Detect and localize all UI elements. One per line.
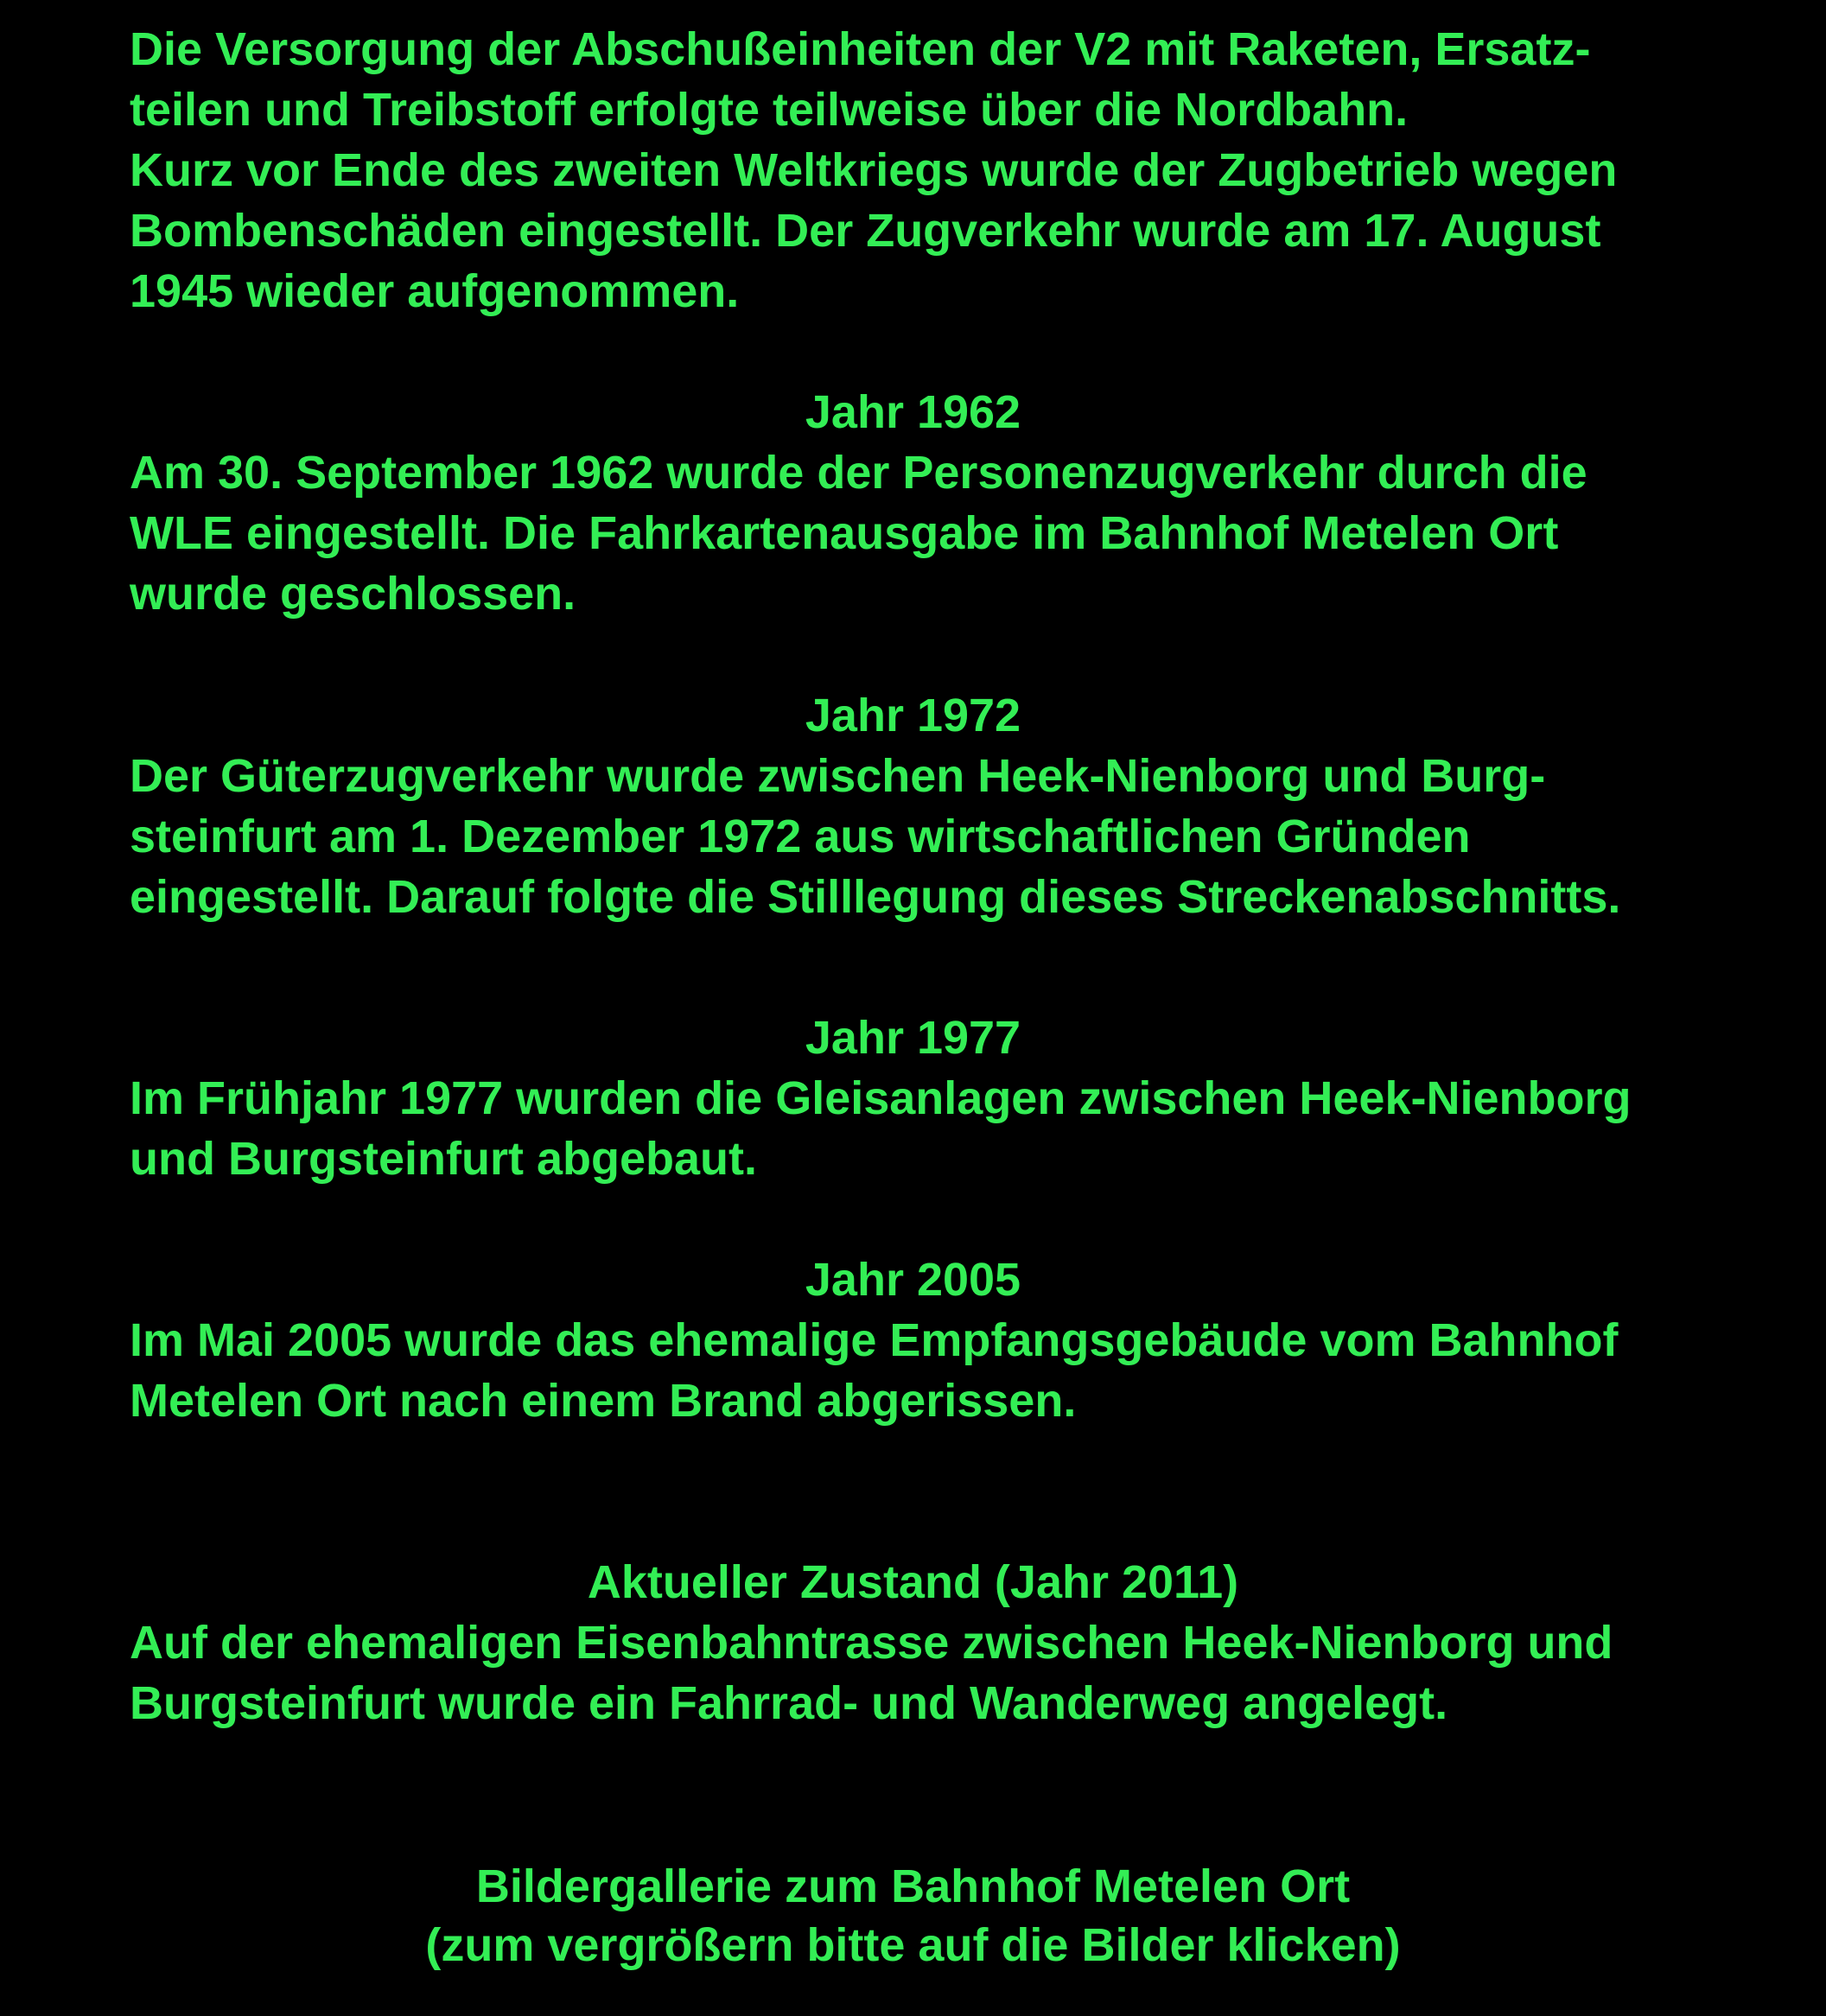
paragraph-line: Auf der ehemaligen Eisenbahntrasse zwischen Heek-Nienborg und (130, 1617, 1613, 1669)
section-heading-1962: Jahr 1962 (805, 386, 1021, 438)
paragraph-line: Metelen Ort nach einem Brand abgerissen. (130, 1375, 1077, 1427)
section-heading-1977: Jahr 1977 (805, 1012, 1021, 1064)
paragraph-line: Am 30. September 1962 wurde der Personenzugverkehr durch die (130, 447, 1587, 499)
paragraph-line: wurde geschlossen. (130, 568, 576, 620)
section-heading-1972: Jahr 1972 (805, 690, 1021, 741)
section-paragraph-2005 (130, 1310, 1806, 1431)
paragraph-line: steinfurt am 1. Dezember 1972 aus wirtschaftlichen Gründen (130, 811, 1471, 862)
paragraph-line: WLE eingestellt. Die Fahrkartenausgabe im Bahnhof Metelen Ort (130, 507, 1559, 559)
paragraph-line: Burgsteinfurt wurde ein Fahrrad- und Wanderweg angelegt. (130, 1677, 1448, 1729)
gallery-note: (zum vergrößern bitte auf die Bilder klicken) (425, 1919, 1401, 1971)
paragraph-line: Im Mai 2005 wurde das ehemalige Empfangsgebäude vom Bahnhof (130, 1314, 1619, 1366)
paragraph-line: Der Güterzugverkehr wurde zwischen Heek-Nienborg und Burg- (130, 750, 1546, 802)
intro-line: Die Versorgung der Abschußeinheiten der V2 mit Raketen, Ersatz- (130, 23, 1591, 75)
section-heading-2005: Jahr 2005 (805, 1254, 1021, 1306)
section-heading-current-state: Aktueller Zustand (Jahr 2011) (587, 1556, 1239, 1608)
gallery-title: Bildergallerie zum Bahnhof Metelen Ort (475, 1860, 1351, 1912)
intro-line: teilen und Treibstoff erfolgte teilweise über die Nordbahn. (130, 84, 1409, 136)
paragraph-line: Im Frühjahr 1977 wurden die Gleisanlagen zwischen Heek-Nienborg (130, 1072, 1632, 1124)
intro-paragraph (130, 19, 1806, 321)
section-paragraph-current-state (130, 1612, 1806, 1733)
section-paragraph-1972 (130, 746, 1806, 927)
paragraph-line: und Burgsteinfurt abgebaut. (130, 1133, 757, 1185)
intro-line: 1945 wieder aufgenommen. (130, 265, 740, 317)
intro-line: Bombenschäden eingestellt. Der Zugverkehr wurde am 17. August (130, 205, 1601, 257)
section-paragraph-1977 (130, 1068, 1806, 1189)
section-paragraph-1962 (130, 442, 1806, 624)
intro-line: Kurz vor Ende des zweiten Weltkriegs wurde der Zugbetrieb wegen (130, 144, 1618, 196)
paragraph-line: eingestellt. Darauf folgte die Stilllegung dieses Streckenabschnitts. (130, 871, 1621, 923)
